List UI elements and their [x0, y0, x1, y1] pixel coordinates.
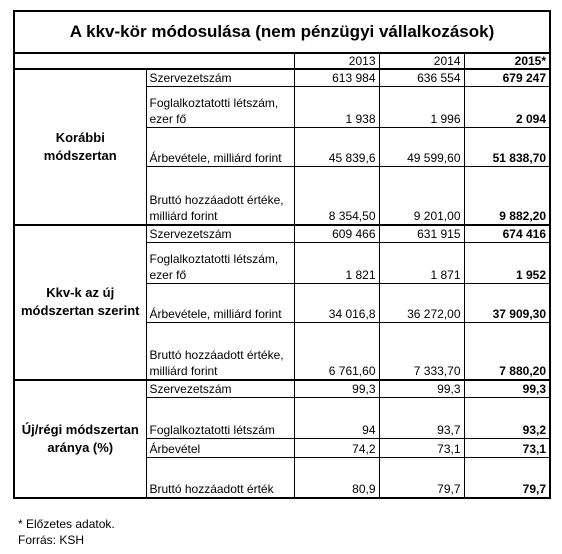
value-cell: 1 996	[379, 87, 464, 128]
value-cell: 74,2	[294, 439, 379, 458]
value-cell: 51 838,70	[464, 128, 550, 167]
value-cell: 636 554	[379, 69, 464, 87]
section-label-ratio: Új/régi módszertan aránya (%)	[14, 380, 146, 498]
value-cell: 609 466	[294, 225, 379, 243]
value-cell: 613 984	[294, 69, 379, 87]
value-cell: 79,7	[464, 458, 550, 498]
row-label: Bruttó hozzáadott értéke, milliárd forint	[146, 167, 294, 225]
value-cell: 2 094	[464, 87, 550, 128]
value-cell: 8 354,50	[294, 167, 379, 225]
row-label: Szervezetszám	[146, 69, 294, 87]
value-cell: 34 016,8	[294, 283, 379, 322]
value-cell: 79,7	[379, 458, 464, 498]
row-label: Szervezetszám	[146, 225, 294, 243]
value-cell: 674 416	[464, 225, 550, 243]
row-label: Árbevétel	[146, 439, 294, 458]
table-title: A kkv-kör módosulása (nem pénzügyi vállalkozások)	[14, 11, 550, 53]
value-cell: 99,3	[464, 380, 550, 398]
value-cell: 49 599,60	[379, 128, 464, 167]
year-header-2014: 2014	[379, 53, 464, 69]
year-header-2013: 2013	[294, 53, 379, 69]
section-label-new-method: Kkv-k az új módszertan szerint	[14, 225, 146, 381]
header-blank-cell	[14, 53, 294, 69]
row-label: Szervezetszám	[146, 380, 294, 398]
value-cell: 73,1	[379, 439, 464, 458]
row-label: Foglalkoztatotti létszám, ezer fő	[146, 87, 294, 128]
row-label: Foglalkoztatotti létszám, ezer fő	[146, 242, 294, 283]
value-cell: 1 938	[294, 87, 379, 128]
value-cell: 679 247	[464, 69, 550, 87]
value-cell: 94	[294, 398, 379, 439]
value-cell: 93,7	[379, 398, 464, 439]
section-label-old-method: Korábbi módszertan	[14, 69, 146, 225]
value-cell: 9 882,20	[464, 167, 550, 225]
year-header-2015: 2015*	[464, 53, 550, 69]
value-cell: 9 201,00	[379, 167, 464, 225]
value-cell: 631 915	[379, 225, 464, 243]
row-label: Bruttó hozzáadott értéke, milliárd forint	[146, 322, 294, 380]
footnote: * Előzetes adatok.	[18, 517, 115, 531]
value-cell: 36 272,00	[379, 283, 464, 322]
table-notes	[18, 516, 115, 548]
row-label: Bruttó hozzáadott érték	[146, 458, 294, 498]
value-cell: 99,3	[379, 380, 464, 398]
row-label: Foglalkoztatotti létszám	[146, 398, 294, 439]
value-cell: 80,9	[294, 458, 379, 498]
value-cell: 1 821	[294, 242, 379, 283]
value-cell: 7 880,20	[464, 322, 550, 380]
kkv-table	[13, 10, 551, 499]
row-label: Árbevétele, milliárd forint	[146, 128, 294, 167]
value-cell: 73,1	[464, 439, 550, 458]
value-cell: 7 333,70	[379, 322, 464, 380]
value-cell: 93,2	[464, 398, 550, 439]
value-cell: 1 952	[464, 242, 550, 283]
value-cell: 45 839,6	[294, 128, 379, 167]
value-cell: 37 909,30	[464, 283, 550, 322]
value-cell: 6 761,60	[294, 322, 379, 380]
value-cell: 99,3	[294, 380, 379, 398]
source-note: Forrás: KSH	[18, 533, 85, 547]
value-cell: 1 871	[379, 242, 464, 283]
row-label: Árbevétele, milliárd forint	[146, 283, 294, 322]
